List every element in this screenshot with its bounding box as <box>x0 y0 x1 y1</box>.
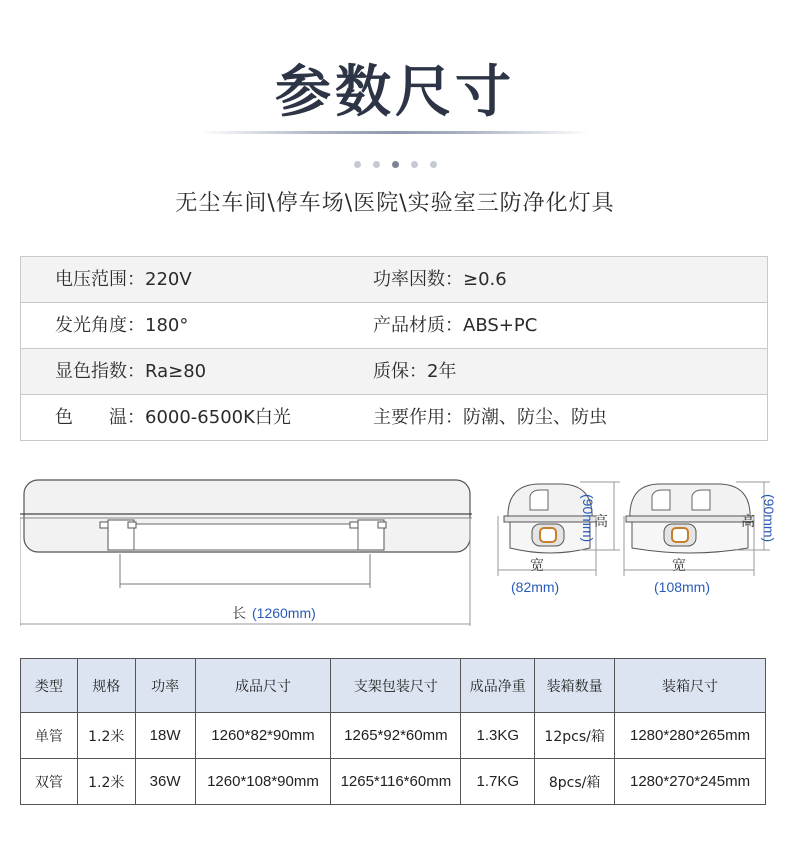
table-cell: 单管 <box>21 713 78 759</box>
single-width-label-value: (82mm) <box>511 579 560 595</box>
column-header: 装箱数量 <box>535 659 615 713</box>
table-cell: 12pcs/箱 <box>535 713 615 759</box>
double-width-label-cn: 宽 <box>672 558 686 574</box>
table-cell: 1280*270*245mm <box>615 759 766 805</box>
column-header: 成品净重 <box>461 659 535 713</box>
single-width-label-cn: 宽 <box>530 558 544 574</box>
column-header: 装箱尺寸 <box>615 659 766 713</box>
length-label-cn: 长 <box>232 606 246 622</box>
page-subtitle: 无尘车间\停车场\医院\实验室三防净化灯具 <box>175 191 615 216</box>
spec-right: 产品材质：ABS+PC <box>373 315 538 336</box>
table-row <box>21 713 766 759</box>
table-cell: 1.2米 <box>77 759 135 805</box>
title-underline <box>200 131 590 134</box>
double-height-label-value: (90mm) <box>761 494 777 543</box>
length-label-value: (1260mm) <box>252 605 316 621</box>
fixture-side-view <box>20 480 472 626</box>
table-cell: 1260*108*90mm <box>195 759 331 805</box>
double-height-label-cn: 高 <box>741 514 755 530</box>
spec-row <box>21 257 767 303</box>
spec-left: 显色指数：Ra≥80 <box>55 361 207 382</box>
spec-left: 色 温：6000-6500K白光 <box>55 407 291 428</box>
double-width-label-value: (108mm) <box>654 579 711 595</box>
table-cell: 双管 <box>21 759 78 805</box>
spec-row <box>21 303 767 349</box>
spec-right: 主要作用：防潮、防尘、防虫 <box>373 407 607 428</box>
table-cell: 8pcs/箱 <box>535 759 615 805</box>
spec-row <box>21 349 767 395</box>
column-header: 成品尺寸 <box>195 659 331 713</box>
table-cell: 1.2米 <box>77 713 135 759</box>
column-header: 规格 <box>77 659 135 713</box>
table-cell: 1.3KG <box>461 713 535 759</box>
spec-table <box>20 256 768 441</box>
page-title: 参数尺寸 <box>275 60 515 125</box>
single-height-label-cn: 高 <box>594 514 608 530</box>
table-cell: 1280*280*265mm <box>615 713 766 759</box>
spec-left: 电压范围：220V <box>55 269 192 290</box>
spec-left: 发光角度：180° <box>55 315 189 336</box>
spec-right: 功率因数：≥0.6 <box>373 269 507 290</box>
spec-row <box>21 395 767 440</box>
dot <box>411 161 418 168</box>
dot <box>430 161 437 168</box>
table-cell: 1265*92*60mm <box>331 713 461 759</box>
column-header: 类型 <box>21 659 78 713</box>
dot-active <box>392 161 399 168</box>
table-cell: 36W <box>135 759 195 805</box>
dot <box>373 161 380 168</box>
dimension-diagram <box>20 458 780 628</box>
table-cell: 1.7KG <box>461 759 535 805</box>
table-row <box>21 759 766 805</box>
column-header: 支架包装尺寸 <box>331 659 461 713</box>
packing-table <box>20 658 766 805</box>
spec-right: 质保：2年 <box>373 361 457 382</box>
table-cell: 1265*116*60mm <box>331 759 461 805</box>
column-header: 功率 <box>135 659 195 713</box>
pagination-dots <box>0 153 790 172</box>
dot <box>354 161 361 168</box>
table-cell: 1260*82*90mm <box>195 713 331 759</box>
table-cell: 18W <box>135 713 195 759</box>
single-height-label-value: (90mm) <box>580 494 596 543</box>
table-header-row <box>21 659 766 713</box>
